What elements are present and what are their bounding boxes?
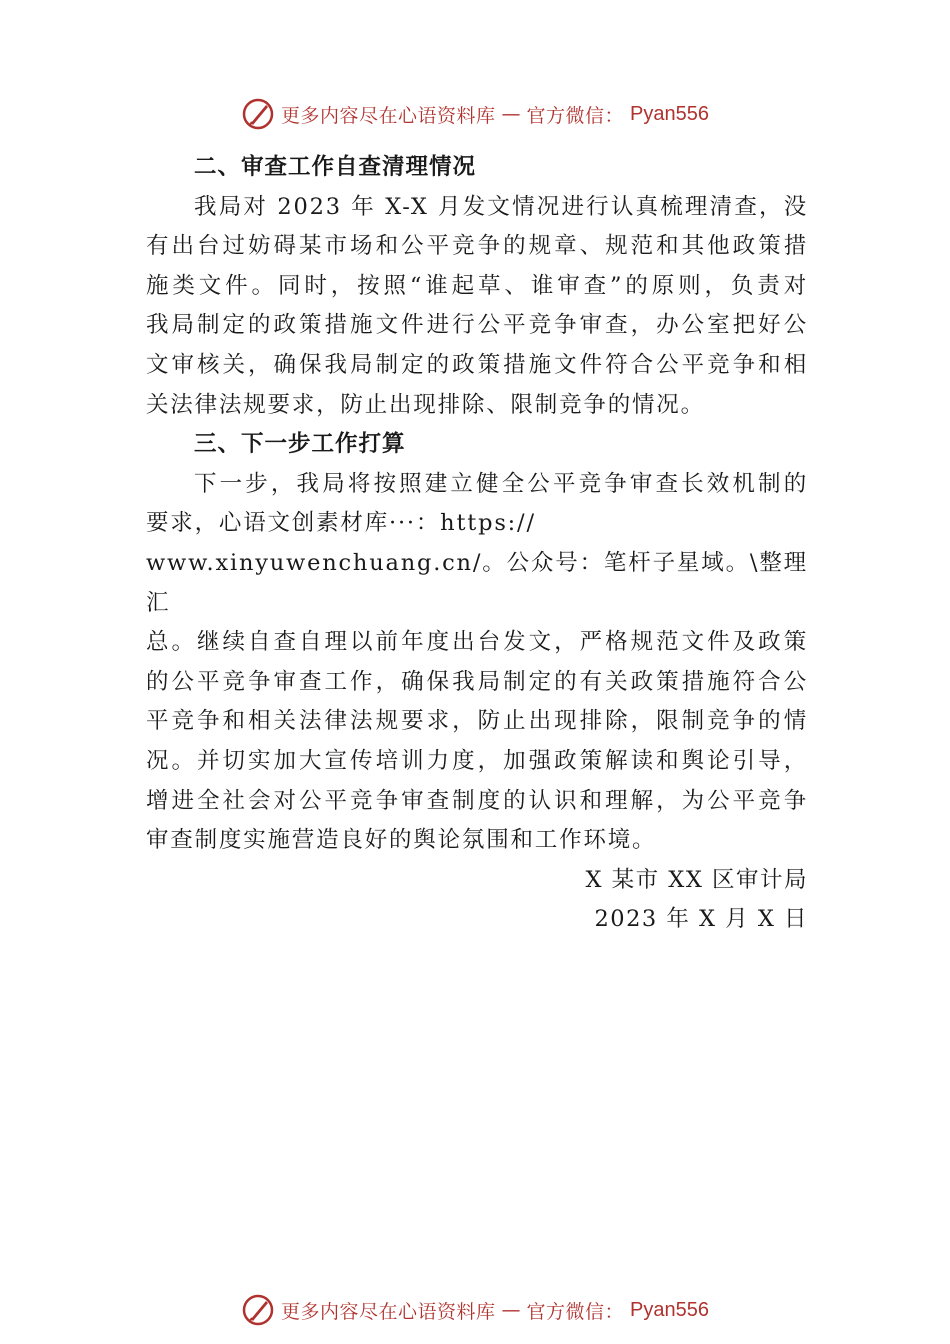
quill-seal-logo-icon [241,97,275,131]
text-line: 增进全社会对公平竞争审查制度的认识和理解，为公平竞争 [146,787,808,814]
text-line: 要求，心语文创素材库···：https:// [146,510,536,537]
text-line: 我局对 2023 年 X-X 月发文情况进行认真梳理清查，没 [194,193,808,220]
banner-wechat-id: Pyan556 [630,1298,709,1321]
text-line: 下一步，我局将按照建立健全公平竞争审查长效机制的 [194,470,808,497]
banner-text: 更多内容尽在心语资料库 [281,104,496,127]
text-line: 的公平竞争审查工作，确保我局制定的有关政策措施符合公 [146,668,808,695]
banner-label: 官方微信： [526,1300,625,1323]
signature-date: 2023 年 X 月 X 日 [594,906,808,933]
text-line: www.xinyuwenchuang.cn/。公众号：笔杆子星域。\整理汇 [146,549,808,616]
section-heading-next-steps: 三、下一步工作打算 [194,431,406,458]
text-line: 审查制度实施营造良好的舆论氛围和工作环境。 [146,827,657,854]
paragraph-next-steps [146,465,808,861]
text-line: 有出台过妨碍某市场和公平竞争的规章、规范和其他政策措 [146,233,808,260]
section-heading-review: 二、审查工作自查清理情况 [194,154,477,180]
signature-org: X 某市 XX 区审计局 [585,866,808,893]
text-line: 我局制定的政策措施文件进行公平竞争审查，办公室把好公 [146,312,808,339]
paragraph-review [146,188,808,426]
banner-wechat-id: Pyan556 [630,102,709,125]
text-line: 施类文件。同时，按照“谁起草、谁审查”的原则，负责对 [146,272,808,299]
header-watermark-banner [0,94,950,134]
text-line: 关法律法规要求，防止出现排除、限制竞争的情况。 [146,391,705,418]
banner-label: 官方微信： [526,104,625,127]
document-body [146,148,808,940]
footer-watermark-banner [0,1290,950,1330]
banner-text: 更多内容尽在心语资料库 [281,1300,496,1323]
text-line: 况。并切实加大宣传培训力度，加强政策解读和舆论引导， [146,747,808,774]
text-line: 平竞争和相关法律法规要求，防止出现排除，限制竞争的情 [146,708,808,735]
quill-seal-logo-icon [241,1293,275,1327]
text-line: 文审核关，确保我局制定的政策措施文件符合公平竞争和相 [146,351,808,378]
banner-separator: — [501,1299,521,1321]
banner-separator: — [501,103,521,125]
text-line: 总。继续自查自理以前年度出台发文，严格规范文件及政策 [146,629,808,656]
